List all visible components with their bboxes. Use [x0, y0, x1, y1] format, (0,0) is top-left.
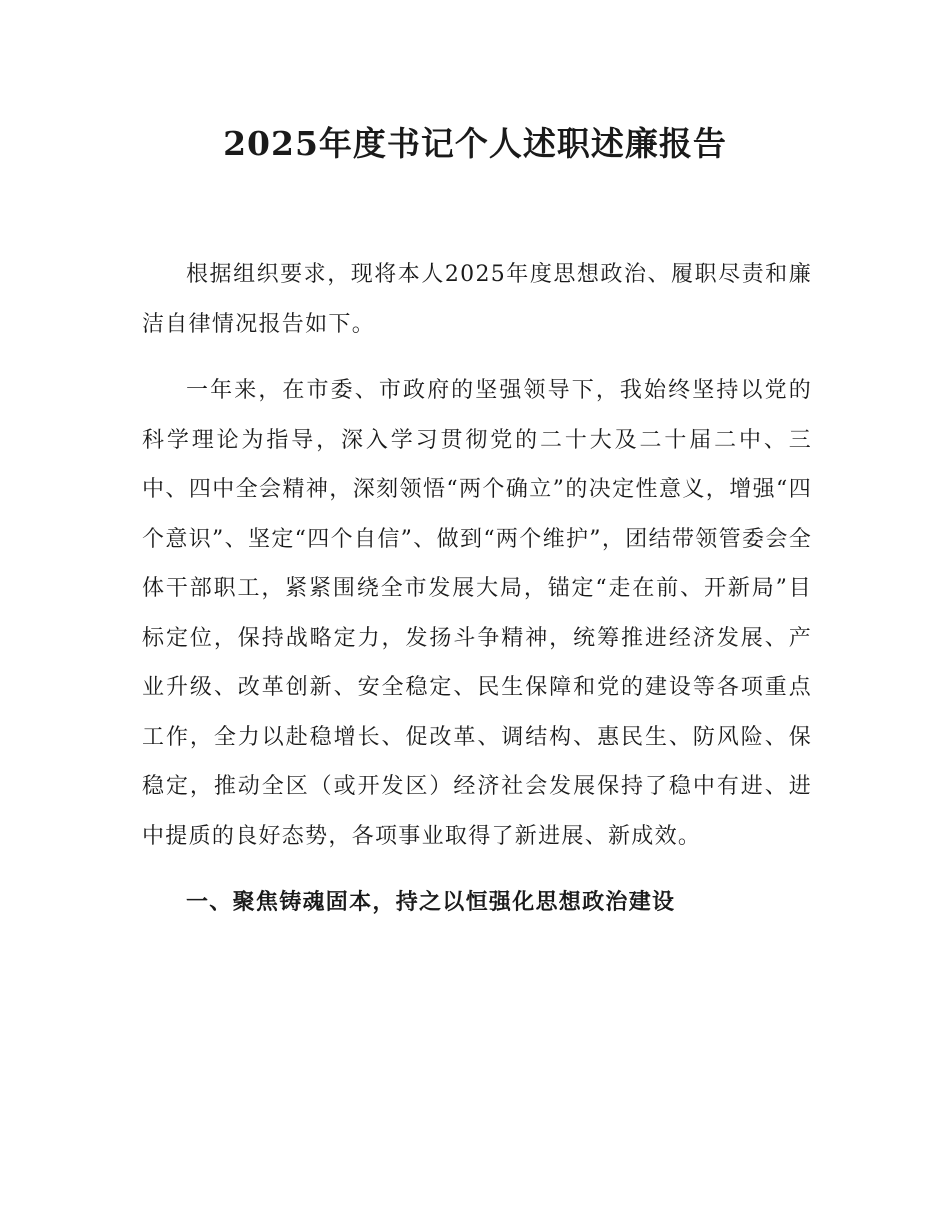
summary-paragraph: 一年来，在市委、市政府的坚强领导下，我始终坚持以党的科学理论为指导，深入学习贯彻党的二十大及二十届二中、三中、四中全会精神，深刻领悟“两个确立”的决定性意义，增强“四个意识”、坚定“四个自信”、做到“两个维护”，团结带领管委会全体干部职工，紧紧围绕全市发展大局，锚定“走在前、开新局”目标定位，保持战略定力，发扬斗争精神，统筹推进经济发展、产业升级、改革创新、安全稳定、民生保障和党的建设等各项重点工作，全力以赴稳增长、促改革、调结构、惠民生、防风险、保稳定，推动全区（或开发区）经济社会发展保持了稳中有进、进中提质的良好态势，各项事业取得了新进展、新成效。 [142, 378, 812, 849]
document-body [142, 250, 812, 928]
section-heading: 一、聚焦铸魂固本，持之以恒强化思想政治建设 [186, 890, 676, 915]
intro-paragraph: 根据组织要求，现将本人2025年度思想政治、履职尽责和廉洁自律情况报告如下。 [142, 262, 812, 337]
document-title: 2025年度书记个人述职述廉报告 [223, 124, 727, 163]
